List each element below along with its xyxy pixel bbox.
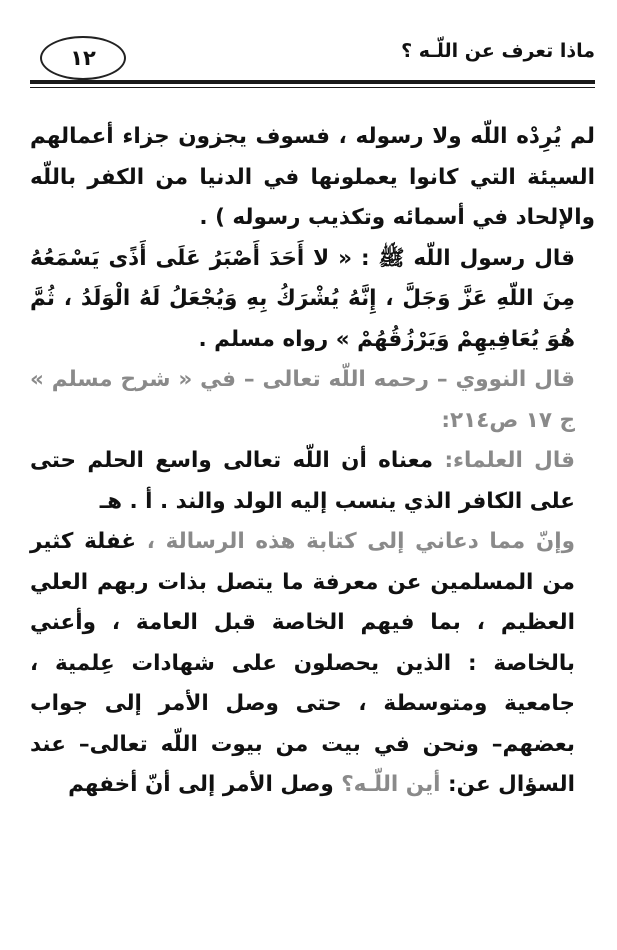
page-header [30, 28, 595, 90]
ulama-lead: قال العلماء: [444, 448, 575, 473]
paragraph-reason [30, 522, 595, 806]
ulama-text: معناه أن اللّه تعالى واسع الحلم حتى على الكافر الذي ينسب إليه الولد والند . أ . هـ [30, 448, 575, 514]
reason-tail: وصل الأمر إلى أنّ أخفهم [68, 772, 342, 797]
reason-question: أين اللّـه؟ [341, 772, 449, 797]
page-number: ١٢ [40, 36, 126, 80]
header-rule-thin [30, 87, 595, 88]
page-body [30, 117, 595, 806]
paragraph-nawawi: قال النووي – رحمه اللّه تعالى – في « شرح مسلم » ج ١٧ ص٢١٤: [30, 367, 575, 433]
running-title: ماذا تعرف عن اللّـه ؟ [401, 40, 595, 62]
paragraph-1: لم يُرِدْه اللّه ولا رسوله ، فسوف يجزون جزاء أعمالهم السيئة التي كانوا يعملونها في الدنيا من الكفر باللّه والإلحاد في أسمائه وتكذيب رسوله ) . [30, 124, 595, 230]
header-rule-thick [30, 80, 595, 84]
paragraph-ulama [30, 441, 595, 522]
reason-lead: وإنّ مما دعاني إلى كتابة هذه الرسالة ، [146, 529, 575, 554]
paragraph-hadith: قال رسول اللّه ﷺ : « لا أَحَدَ أَصْبَرُ عَلَى أَذًى يَسْمَعُهُ مِنَ اللّهِ عَزَّ وَجَلَّ ، إِنَّهُ يُشْرَكُ بِهِ وَيُجْعَلُ لَهُ الْوَلَدُ ، ثُمَّ هُوَ يُعَافِيهِمْ وَيَرْزُقُهُمْ » رواه مسلم . [30, 245, 575, 352]
reason-text: غفلة كثير من المسلمين عن معرفة ما يتصل بذات ربهم العلي العظيم ، بما فيهم الخاصة قبل العامة ، وأعني بالخاصة : الذين يحصلون على شهادات عِلمية ، جامعية ومتوسطة ، حتى وصل الأمر إلى جواب بعضهم– ونحن في بيت من بيوت اللّه تعالى– عند السؤال عن: [30, 529, 575, 797]
